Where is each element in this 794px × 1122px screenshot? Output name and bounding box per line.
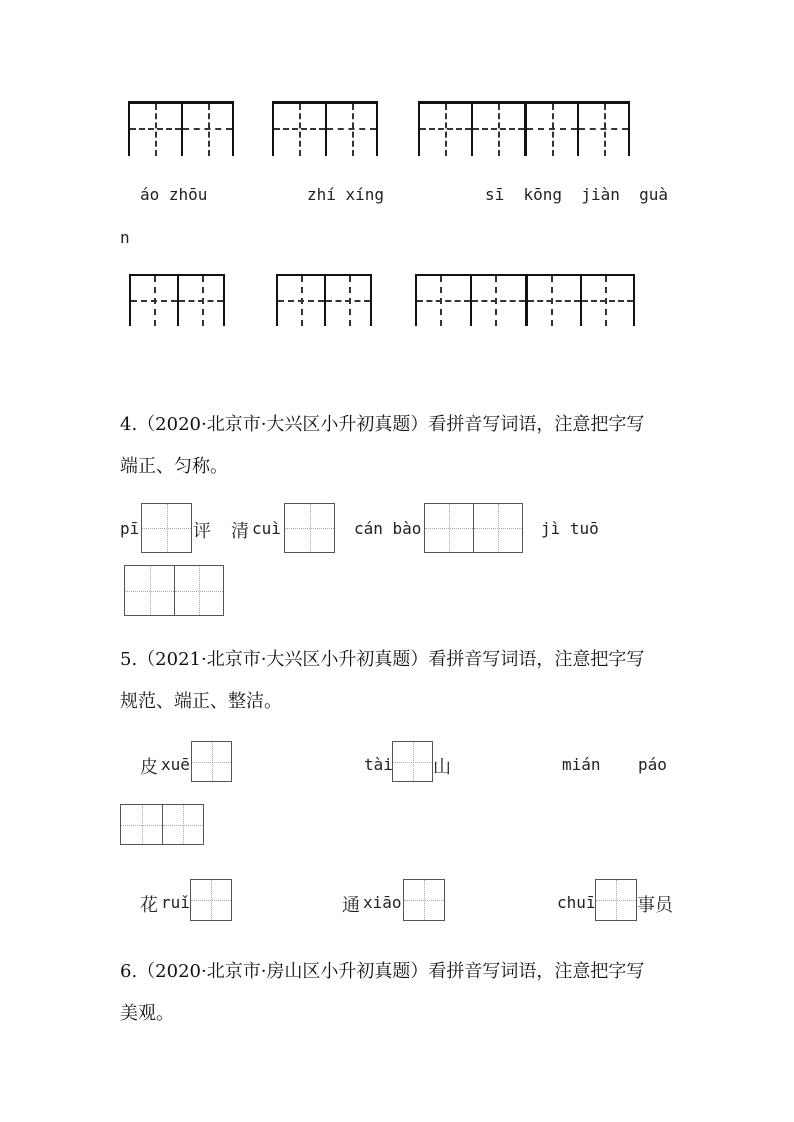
pinyin-pi: pī xyxy=(120,519,140,538)
question-4-title: 4.（2020·北京市·大兴区小升初真题）看拼音写词语，注意把字写 xyxy=(120,414,645,435)
grid-cell[interactable] xyxy=(141,503,192,553)
grid-cell[interactable] xyxy=(324,276,372,326)
question-6-title: 6.（2020·北京市·房山区小升初真题）看拼音写词语，注意把字写 xyxy=(120,961,645,982)
pinyin-canbao: cán bào xyxy=(354,519,422,538)
pinyin-pao: páo xyxy=(638,755,667,774)
grid-cell[interactable] xyxy=(191,741,232,782)
grid-cell[interactable] xyxy=(181,104,234,156)
grid-cell[interactable] xyxy=(415,276,470,326)
pinyin-mian: mián xyxy=(562,755,601,774)
char-shiyuan: 事员 xyxy=(637,895,673,916)
char-hua: 花 xyxy=(140,895,158,916)
grid-cell[interactable] xyxy=(284,503,335,553)
pinyin-wrap: n xyxy=(120,228,130,247)
grid-cell[interactable] xyxy=(272,104,325,156)
grid-cell[interactable] xyxy=(595,879,637,921)
grid-cell[interactable] xyxy=(525,276,580,326)
question-5-title-cont: 规范、端正、整洁。 xyxy=(120,691,282,712)
pinyin-chui: chuī xyxy=(557,893,596,912)
grid-cell[interactable] xyxy=(424,503,474,553)
char-shan: 山 xyxy=(433,757,451,778)
pinyin-cui: cuì xyxy=(252,519,281,538)
pinyin-zhixing: zhí xíng xyxy=(307,185,385,204)
grid-cell[interactable] xyxy=(177,276,225,326)
writing-grid-1[interactable] xyxy=(128,101,234,156)
pinyin-rui: ruǐ xyxy=(161,893,190,912)
writing-grid-4[interactable] xyxy=(129,274,225,326)
answer-box-jituo[interactable] xyxy=(124,565,222,616)
grid-cell[interactable] xyxy=(128,104,181,156)
answer-box-mianpao[interactable] xyxy=(120,804,202,845)
char-qing: 清 xyxy=(231,521,249,542)
writing-grid-2[interactable] xyxy=(272,101,378,156)
writing-grid-6[interactable] xyxy=(415,274,635,326)
pinyin-sikong-jianguan: sī kōng jiàn guà xyxy=(485,185,669,204)
pinyin-tai: tài xyxy=(364,755,393,774)
pinyin-xue: xuē xyxy=(161,755,190,774)
grid-cell[interactable] xyxy=(325,104,378,156)
pinyin-jituo: jì tuō xyxy=(541,519,599,538)
grid-cell[interactable] xyxy=(418,104,471,156)
char-ping: 评 xyxy=(193,521,211,542)
pinyin-aozhou: áo zhōu xyxy=(140,185,208,204)
answer-box-pi[interactable] xyxy=(141,503,191,553)
writing-grid-5[interactable] xyxy=(276,274,372,326)
grid-cell[interactable] xyxy=(190,879,232,921)
question-4-title-cont: 端正、匀称。 xyxy=(120,456,228,477)
question-6-title-cont: 美观。 xyxy=(120,1003,174,1024)
answer-box-chui[interactable] xyxy=(595,879,636,921)
char-tong: 通 xyxy=(342,895,360,916)
writing-grid-3[interactable] xyxy=(418,101,630,156)
grid-cell[interactable] xyxy=(577,104,630,156)
grid-cell[interactable] xyxy=(392,741,433,782)
grid-cell[interactable] xyxy=(471,104,524,156)
grid-cell[interactable] xyxy=(403,879,445,921)
grid-cell[interactable] xyxy=(580,276,635,326)
grid-cell[interactable] xyxy=(129,276,177,326)
question-5-title: 5.（2021·北京市·大兴区小升初真题）看拼音写词语，注意把字写 xyxy=(120,649,645,670)
grid-cell[interactable] xyxy=(174,565,224,616)
char-pi: 皮 xyxy=(140,757,158,778)
grid-cell[interactable] xyxy=(276,276,324,326)
grid-cell[interactable] xyxy=(162,804,204,845)
answer-box-rui[interactable] xyxy=(190,879,231,921)
answer-box-xiao[interactable] xyxy=(403,879,444,921)
grid-cell[interactable] xyxy=(124,565,175,616)
answer-box-tai[interactable] xyxy=(392,741,432,782)
answer-box-cui[interactable] xyxy=(284,503,334,553)
answer-box-canbao[interactable] xyxy=(424,503,521,553)
grid-cell[interactable] xyxy=(473,503,523,553)
pinyin-xiao: xiāo xyxy=(363,893,402,912)
grid-cell[interactable] xyxy=(120,804,163,845)
answer-box-xue[interactable] xyxy=(191,741,231,782)
grid-cell[interactable] xyxy=(524,104,577,156)
grid-cell[interactable] xyxy=(470,276,525,326)
